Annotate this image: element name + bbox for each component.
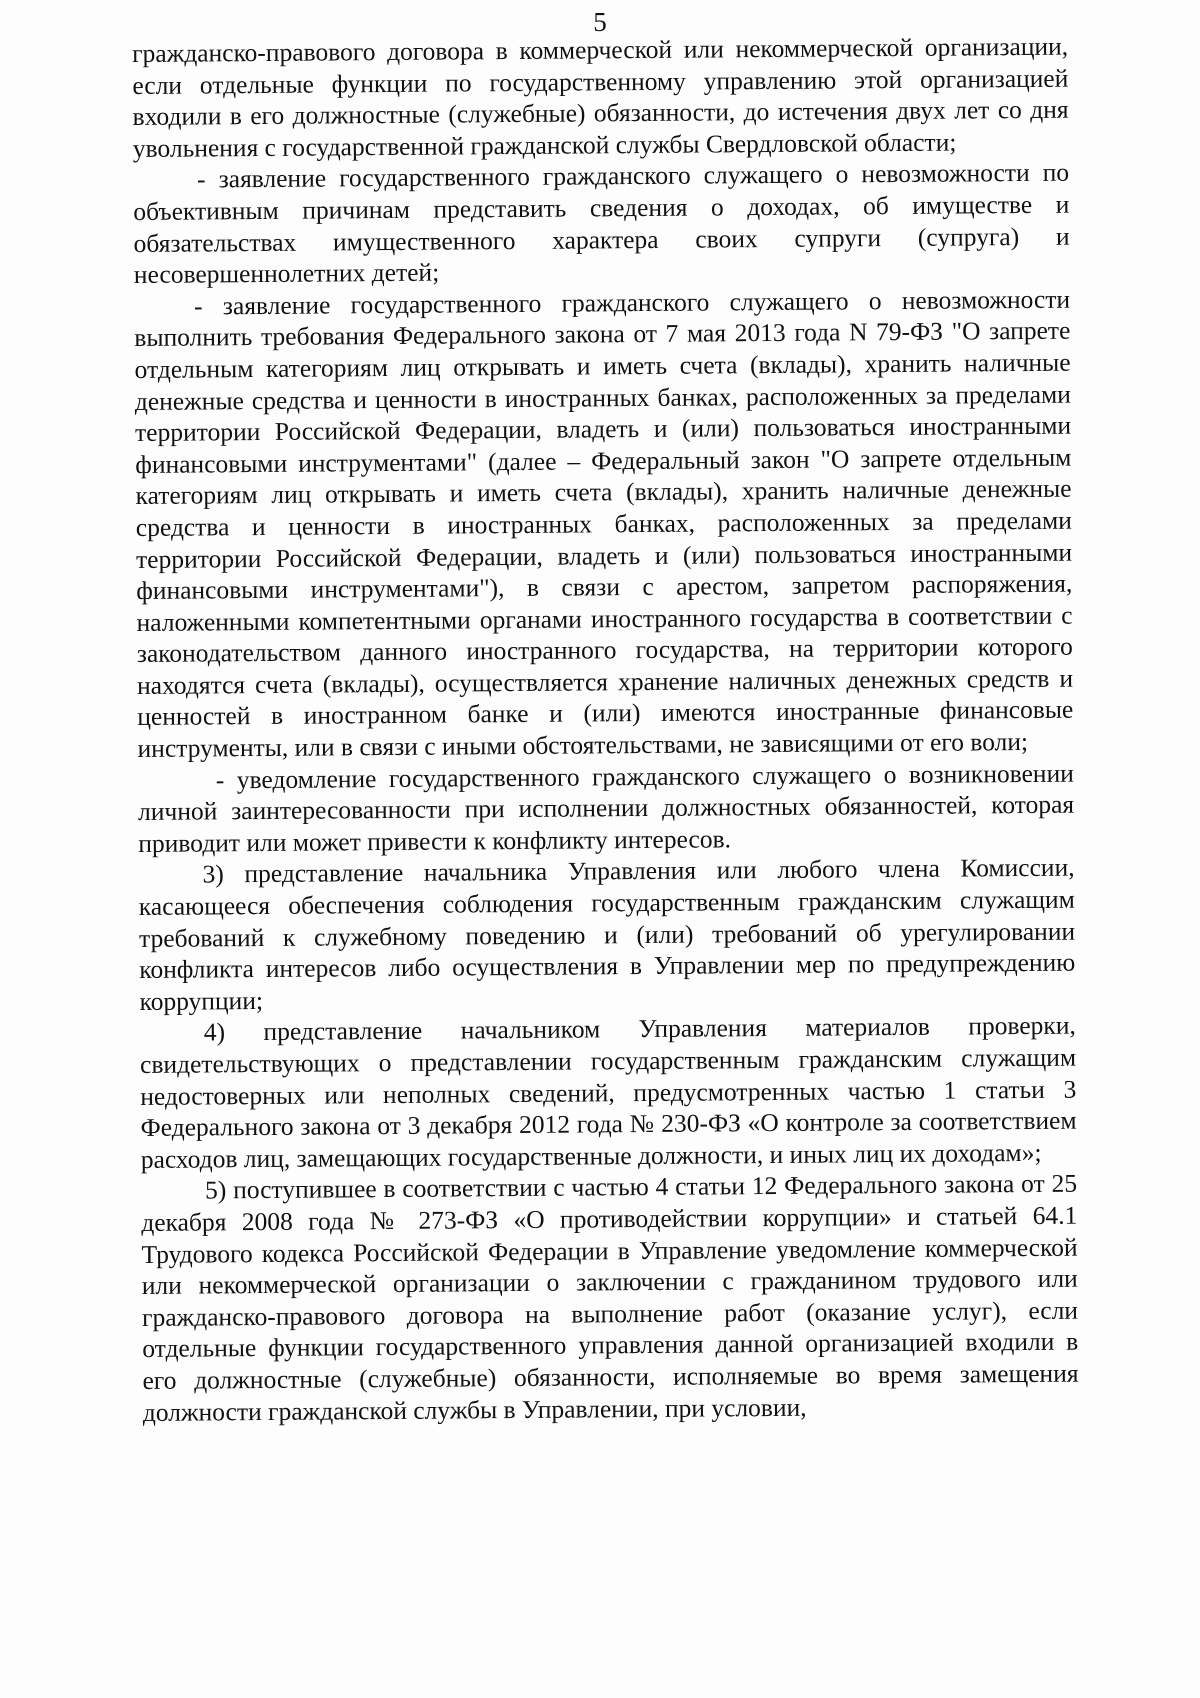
paragraph-statement-income: - заявление государственного гражданского служащего о невозможности по объективным причинам представить сведения о доходах, об имуществе и обязательствах имущественного характера своих супруги (супруга) и несовершеннолетних детей; xyxy=(133,158,1070,290)
paragraph-notice-conflict: - уведомление государственного гражданского служащего о возникновении личной заинтересованности при исполнении должностных обязанностей, которая приводит или может привести к конфликту интересов. xyxy=(137,758,1075,858)
page-number: 5 xyxy=(593,7,607,37)
paragraph-item-4: 4) представление начальником Управления материалов проверки, свидетельствующих о представлении государственным гражданским служащим недостоверных или неполных сведений, предусмотренных частью 1 статьи 3 Федерального закона от 3 декабря 2012 года № 230-ФЗ «О контроле за соответствием расходов лиц, замещающих государственные должности, и иных лиц их доходам»; xyxy=(139,1011,1077,1174)
paragraph-statement-foreign-accounts: - заявление государственного гражданского служащего о невозможности выполнить требования Федерального закона от 7 мая 2013 года N 79-ФЗ "О запрете отдельным категориям лиц открывать и иметь счета (вклады), хранить наличные денежные средства и ценности в иностранных банках, расположенных за пределами территории Российской Федерации, владеть и (или) пользоваться иностранными финансовыми инструментами" (далее – Федеральный закон "О запрете отдельным категориям лиц открывать и иметь счета (вклады), хранить наличные денежные средства и ценности в иностранных банках, расположенных за пределами территории Российской Федерации, владеть и (или) пользоваться иностранными финансовыми инструментами"), в связи с арестом, запретом распоряжения, наложенными компетентными органами иностранного государства в соответствии с законодательством данного иностранного государства, на территории которого находятся счета (вклады), осуществляется хранение наличных денежных средств и ценностей в иностранном банке и (или) имеются иностранные финансовые инструменты, или в связи с иными обстоятельствами, не зависящими от его воли; xyxy=(134,284,1074,764)
paragraph-item-5: 5) поступившее в соответствии с частью 4 статьи 12 Федерального закона от 25 декабря 2008 года № 273-ФЗ «О противодействии коррупции» и статьей 64.1 Трудового кодекса Российской Федерации в Управление уведомление коммерческой или некоммерческой организации о заключении с гражданином трудового или гражданско-правового договора на выполнение работ (оказание услуг), если отдельные функции государственного управления данной организацией входили в его должностные (служебные) обязанности, исполняемые во время замещения должности гражданской службы в Управлении, при условии, xyxy=(141,1168,1079,1427)
paragraph-item-3: 3) представление начальника Управления или любого члена Комиссии, касающееся обеспечения соблюдения государственным гражданским служащим требований к служебному поведению и (или) требований об урегулировании конфликта интересов либо осуществления в Управлении мер по предупреждению коррупции; xyxy=(138,853,1076,1016)
paragraph-continuation: гражданско-правового договора в коммерческой или некоммерческой организации, если отдельные функции по государственному управлению этой организацией входили в его должностные (служебные) обязанности, до истечения двух лет со дня увольнения с государственной гражданской службы Свердловской области; xyxy=(132,31,1069,163)
document-body xyxy=(132,31,1079,1428)
